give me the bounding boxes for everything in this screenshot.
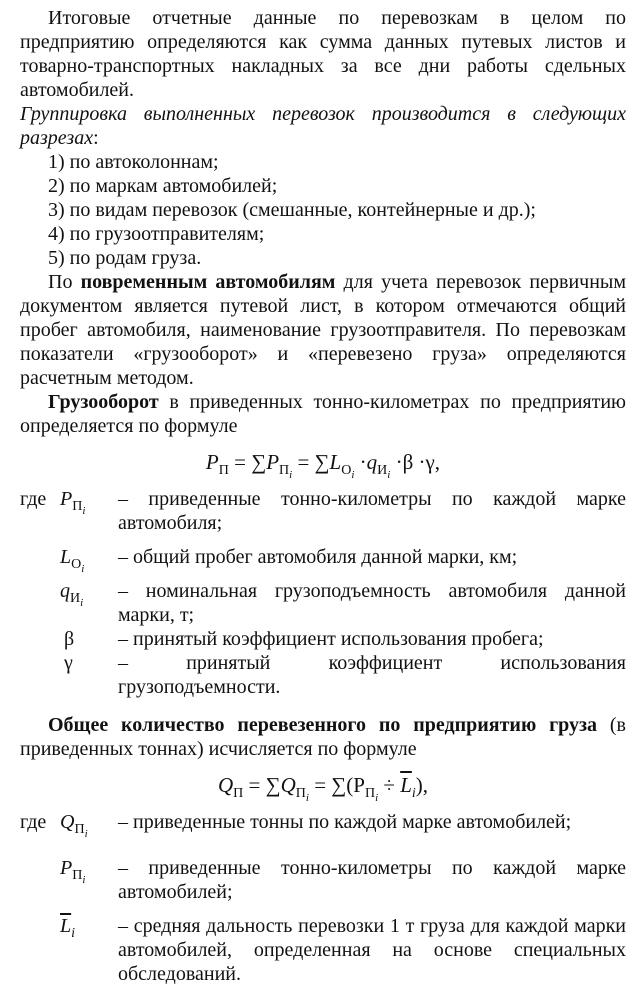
definition-text: – номинальная грузоподъемность автомобиля данной марки, т; xyxy=(118,579,626,626)
paragraph-grouping xyxy=(20,102,626,150)
paragraph-summary: Итоговые отчетные данные по перевозкам в целом по предприятию определяются как сумма данных путевых листов и товарно-транспортных накладных за все дни работы сдельных автомобилей. xyxy=(20,7,626,101)
formula-freight-turnover: $P_П = \sum P_{П_i} = \sum L_{O_i} \cdot q_{И_i} \cdot\beta \cdot\gamma$, xyxy=(205,450,441,481)
symbol: $Q_{П_i}$ xyxy=(60,810,88,840)
symbol: $q_{И_i}$ xyxy=(60,579,84,609)
symbol: $P_{П_i}$ xyxy=(60,856,86,886)
symbol: $\overline{L}_i$ xyxy=(60,914,76,941)
term-freight-turnover: Грузооборот xyxy=(48,391,159,413)
list-item: 1) по автоколоннам; xyxy=(48,151,219,173)
definition-text: – средняя дальность перевозки 1 т груза для каждой марки автомобилей, определенная на основе специальных обследований. xyxy=(118,914,626,985)
list-item: 4) по грузоотправителям; xyxy=(48,223,265,245)
definition-text: – принятый коэффициент использования грузоподъемности. xyxy=(118,651,626,698)
paragraph-total-cargo: Общее количество перевезенного по предприятию груза (в приведенных тоннах) исчисляется по формуле xyxy=(20,713,626,760)
list-item: 3) по видам перевозок (смешанные, контейнерные и др.); xyxy=(48,199,536,221)
list-item: 5) по родам груза. xyxy=(48,247,202,269)
symbol: $P_{П_i}$ xyxy=(60,487,86,517)
term-total-cargo: Общее количество перевезенного по предприятию груза xyxy=(48,713,598,736)
paragraph-time-vehicles: По повременным автомобилям для учета перевозок первичным документом является путевой лист, в котором отмечаются общий пробег автомобиля, наименование грузоотправителя. По перевозкам показатели «грузооборот» и «перевезено груза» определяются расчетным методом. xyxy=(20,271,627,389)
definition-text: – приведенные тонно-километры по каждой марке автомобилей; xyxy=(118,856,626,903)
definitions-total-cargo xyxy=(20,810,626,986)
grouping-colon: : xyxy=(93,127,99,149)
symbol: γ xyxy=(64,651,73,674)
list-item: 2) по маркам автомобилей; xyxy=(48,175,278,197)
definition-text: – приведенные тонно-километры по каждой марке автомобиля; xyxy=(118,487,626,534)
formula-total-cargo: $Q_П = \sum Q_{П_i} = \sum(P_{П_i} \div \overline{L}_i)$, xyxy=(217,772,429,804)
definition-text: – принятый коэффициент использования пробега; xyxy=(118,627,544,650)
symbol: $L_{O_i}$ xyxy=(60,545,85,575)
paragraph-freight-turnover: Грузооборот в приведенных тонно-километрах по предприятию определяется по формуле xyxy=(20,391,626,437)
grouping-intro: Группировка выполненных перевозок производится в следующих разрезах xyxy=(20,103,626,149)
where-label: где xyxy=(20,810,47,833)
symbol: β xyxy=(64,627,75,650)
definition-text: – приведенные тонны по каждой марке автомобилей; xyxy=(118,810,572,833)
term-time-vehicles: повременным автомобилям xyxy=(80,271,336,293)
definition-text: – общий пробег автомобиля данной марки, км; xyxy=(118,545,518,568)
definitions-freight-turnover xyxy=(20,487,626,699)
where-label: где xyxy=(20,487,47,510)
grouping-list xyxy=(20,150,626,270)
